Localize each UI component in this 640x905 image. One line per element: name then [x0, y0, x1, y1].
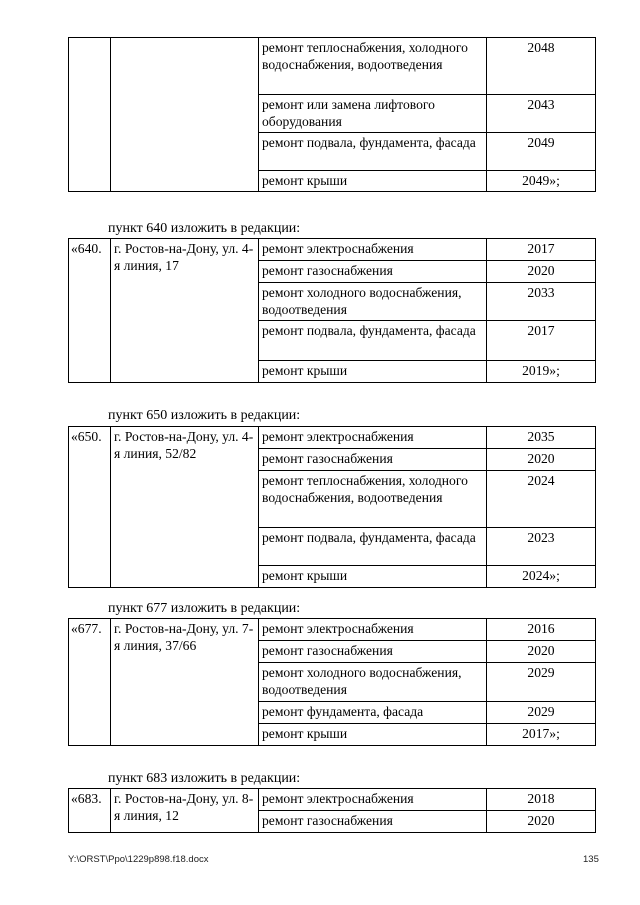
- table-section-650: [68, 426, 596, 588]
- year-cell: 2017: [487, 239, 596, 261]
- work-cell: ремонт подвала, фундамента, фасада: [259, 528, 487, 566]
- table-section-677: [68, 618, 596, 746]
- work-cell: ремонт холодного водоснабжения, водоотведения: [259, 663, 487, 702]
- work-cell: ремонт крыши: [259, 361, 487, 383]
- section-heading: пункт 640 изложить в редакции:: [108, 221, 301, 236]
- num-cell: «683.: [69, 789, 111, 833]
- work-cell: ремонт газоснабжения: [259, 449, 487, 471]
- table-row: [69, 427, 596, 449]
- year-cell: 2020: [487, 449, 596, 471]
- work-cell: ремонт подвала, фундамента, фасада: [259, 133, 487, 171]
- work-cell: ремонт или замена лифтового оборудования: [259, 95, 487, 133]
- work-cell: ремонт газоснабжения: [259, 261, 487, 283]
- section-heading: пункт 650 изложить в редакции:: [108, 408, 301, 423]
- year-cell: 2023: [487, 528, 596, 566]
- year-cell: 2017»;: [487, 724, 596, 746]
- table-row: [69, 619, 596, 641]
- address-cell: г. Ростов-на-Дону, ул. 4-я линия, 52/82: [111, 427, 259, 588]
- work-cell: ремонт электроснабжения: [259, 239, 487, 261]
- year-cell: 2049: [487, 133, 596, 171]
- year-cell: 2020: [487, 641, 596, 663]
- work-cell: ремонт электроснабжения: [259, 789, 487, 811]
- year-cell: 2016: [487, 619, 596, 641]
- section-heading: пункт 683 изложить в редакции:: [108, 771, 301, 786]
- address-cell: [111, 38, 259, 192]
- table-section-640: [68, 238, 596, 383]
- year-cell: 2024»;: [487, 566, 596, 588]
- year-cell: 2020: [487, 261, 596, 283]
- address-cell: г. Ростов-на-Дону, ул. 4-я линия, 17: [111, 239, 259, 383]
- year-cell: 2033: [487, 283, 596, 321]
- table-row: [69, 239, 596, 261]
- work-cell: ремонт электроснабжения: [259, 619, 487, 641]
- footer-page-number: 135: [583, 854, 599, 865]
- work-cell: ремонт газоснабжения: [259, 811, 487, 833]
- year-cell: 2017: [487, 321, 596, 361]
- work-cell: ремонт фундамента, фасада: [259, 702, 487, 724]
- year-cell: 2029: [487, 702, 596, 724]
- year-cell: 2043: [487, 95, 596, 133]
- work-cell: ремонт крыши: [259, 724, 487, 746]
- table-continuation: [68, 37, 596, 192]
- year-cell: 2024: [487, 471, 596, 528]
- year-cell: 2049»;: [487, 171, 596, 192]
- work-cell: ремонт крыши: [259, 171, 487, 192]
- num-cell: [69, 38, 111, 192]
- year-cell: 2018: [487, 789, 596, 811]
- footer-file-path: Y:\ORST\Ppo\1229p898.f18.docx: [68, 854, 209, 865]
- work-cell: ремонт холодного водоснабжения, водоотведения: [259, 283, 487, 321]
- num-cell: «640.: [69, 239, 111, 383]
- address-cell: г. Ростов-на-Дону, ул. 7-я линия, 37/66: [111, 619, 259, 746]
- section-heading: пункт 677 изложить в редакции:: [108, 601, 301, 616]
- table-row: [69, 38, 596, 95]
- work-cell: ремонт электроснабжения: [259, 427, 487, 449]
- table-row: [69, 789, 596, 811]
- year-cell: 2019»;: [487, 361, 596, 383]
- num-cell: «650.: [69, 427, 111, 588]
- address-cell: г. Ростов-на-Дону, ул. 8-я линия, 12: [111, 789, 259, 833]
- work-cell: ремонт газоснабжения: [259, 641, 487, 663]
- table-section-683: [68, 788, 596, 833]
- work-cell: ремонт теплоснабжения, холодного водоснабжения, водоотведения: [259, 471, 487, 528]
- work-cell: ремонт подвала, фундамента, фасада: [259, 321, 487, 361]
- year-cell: 2048: [487, 38, 596, 95]
- year-cell: 2029: [487, 663, 596, 702]
- work-cell: ремонт теплоснабжения, холодного водоснабжения, водоотведения: [259, 38, 487, 95]
- year-cell: 2020: [487, 811, 596, 833]
- year-cell: 2035: [487, 427, 596, 449]
- work-cell: ремонт крыши: [259, 566, 487, 588]
- num-cell: «677.: [69, 619, 111, 746]
